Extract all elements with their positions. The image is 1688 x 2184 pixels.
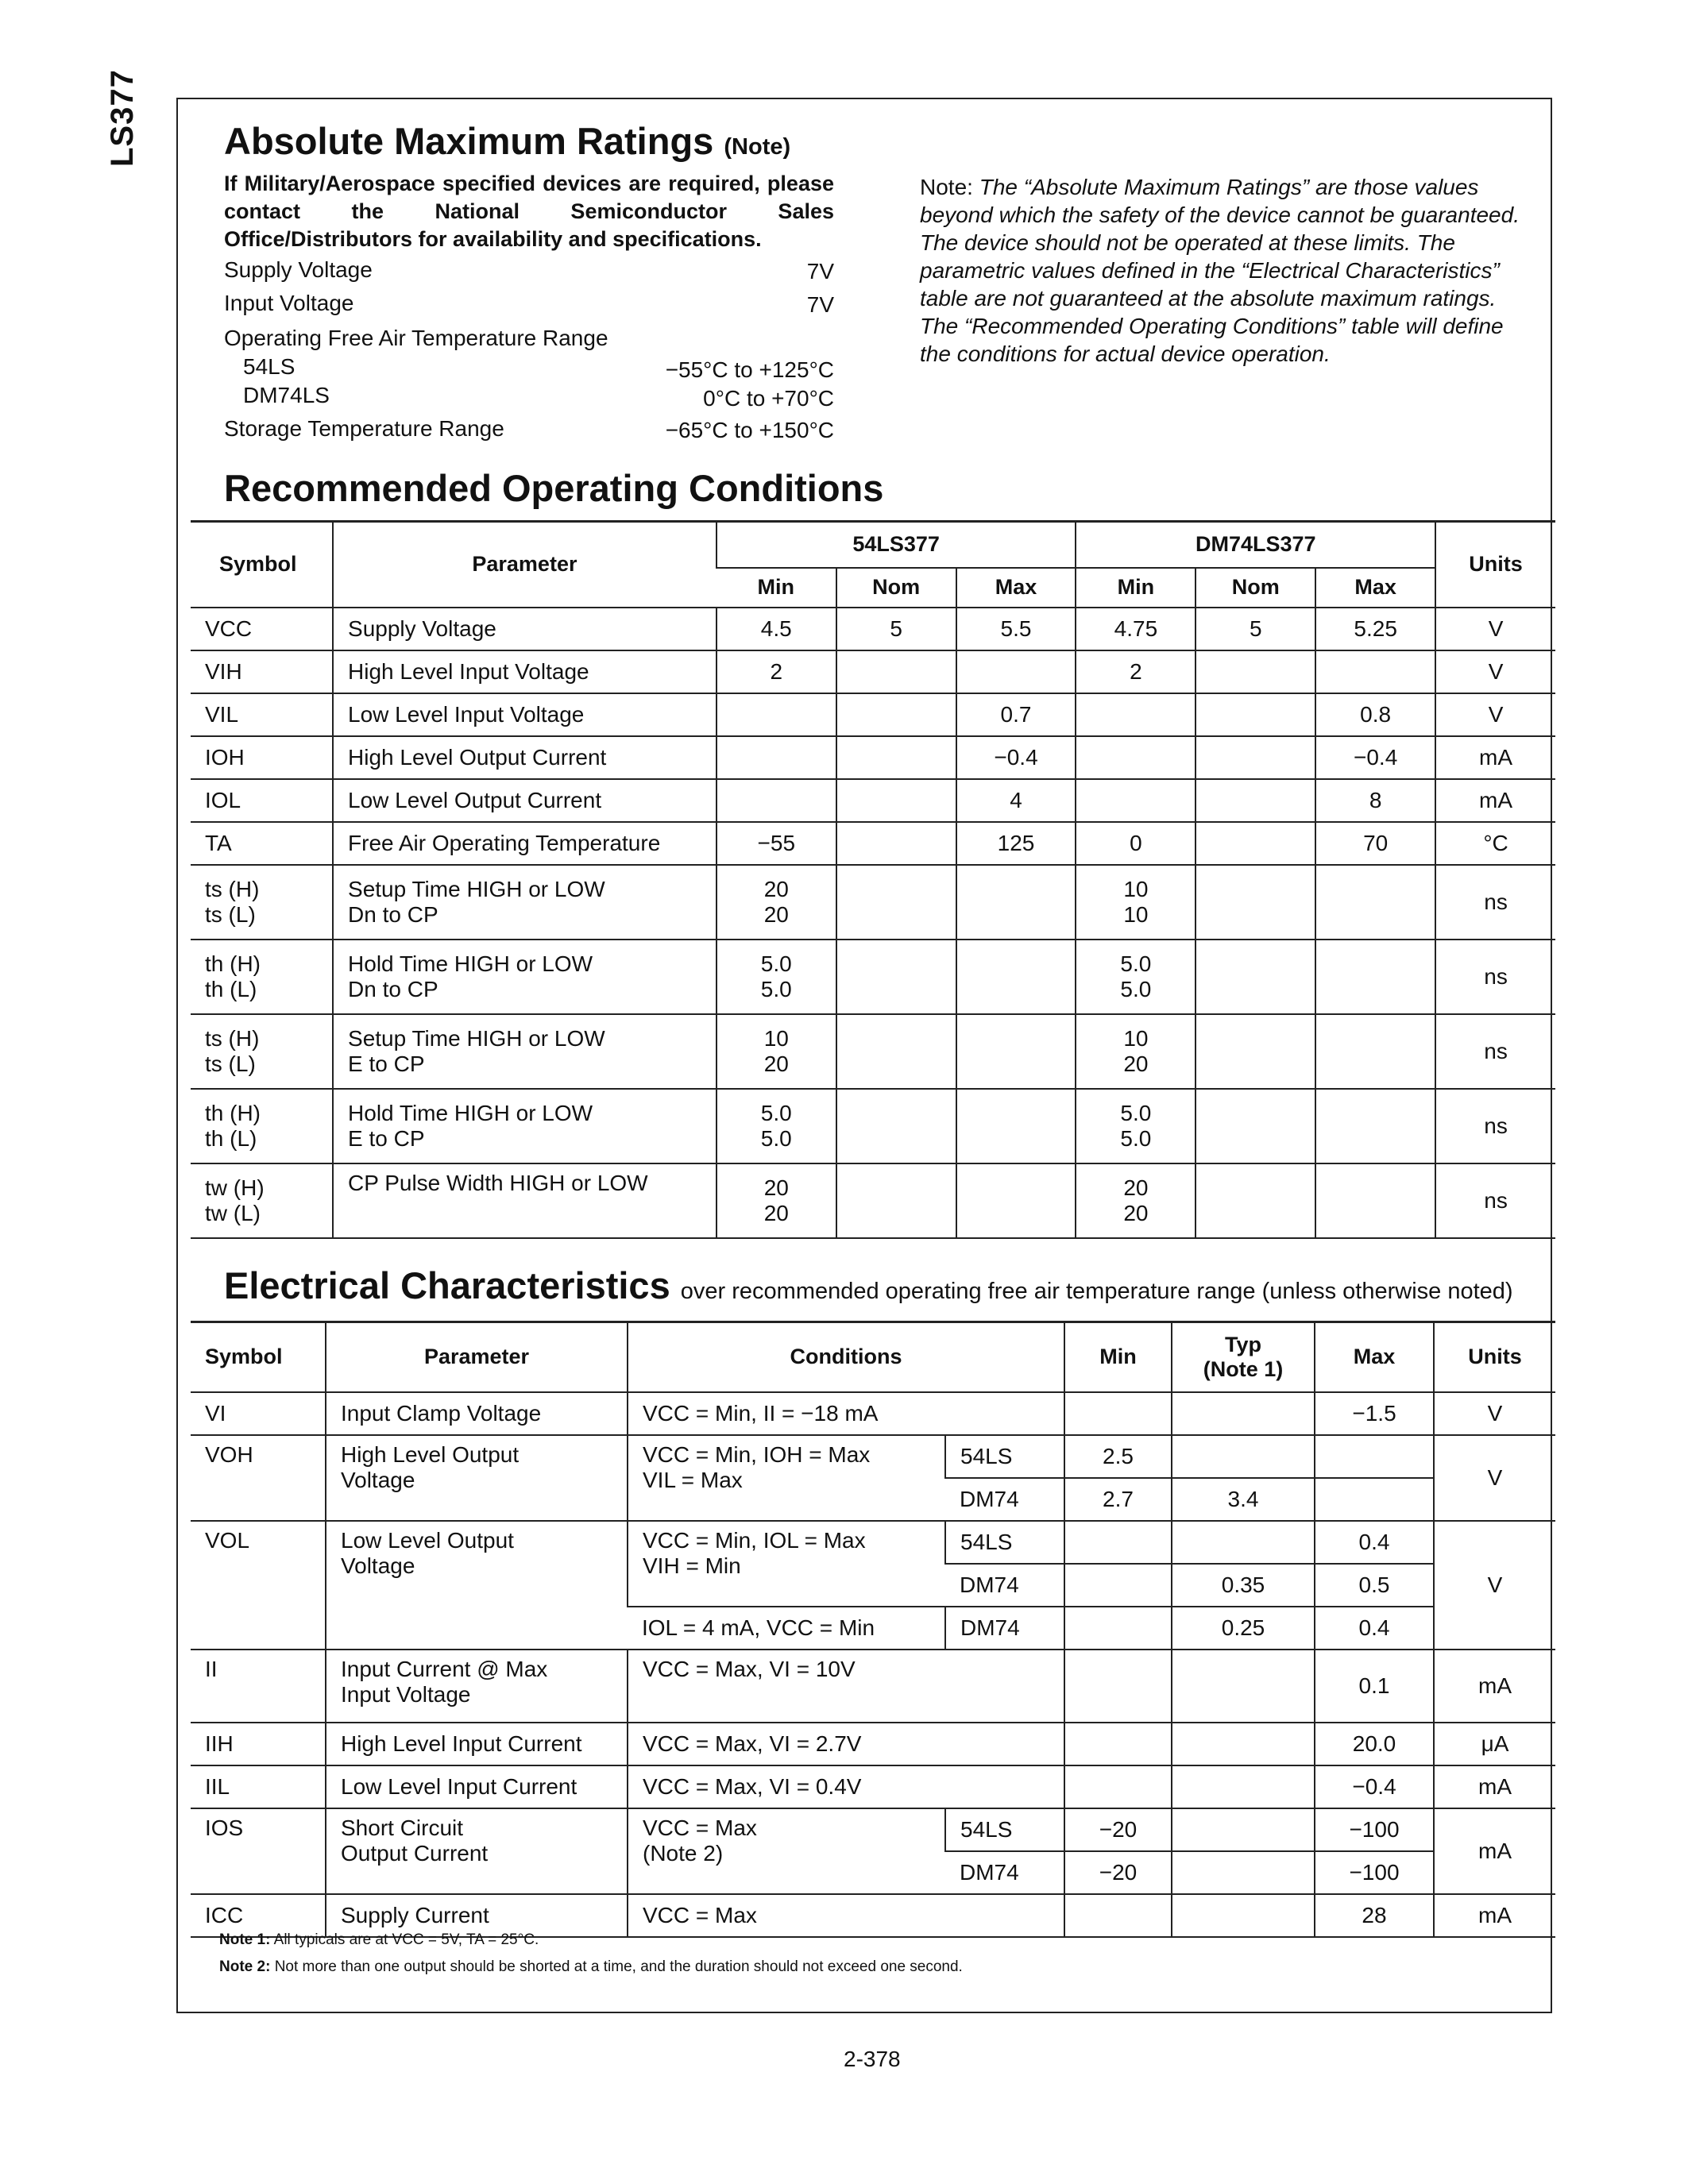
- roc-cell: 4.5: [717, 608, 836, 650]
- roc-cell: 5.0 5.0: [717, 940, 836, 1014]
- roc-cell: 10 20: [1076, 1014, 1196, 1089]
- table-row: [191, 1435, 1555, 1478]
- roc-cell: 5.5: [956, 608, 1076, 650]
- table-row: [191, 1808, 1555, 1851]
- roc-cell: [1196, 822, 1315, 865]
- ec-title: Electrical Characteristics over recommended operating free air temperature range (unless otherwise noted): [224, 1264, 1513, 1306]
- ec-table: [191, 1321, 1555, 1938]
- roc-symbol: ts (H) ts (L): [191, 1014, 333, 1089]
- op-temp-dm-label: DM74LS: [243, 383, 330, 407]
- roc-symbol: IOH: [191, 736, 333, 779]
- ec-header-typ: Typ (Note 1): [1172, 1322, 1315, 1392]
- ec-cell: 0.35: [1172, 1564, 1315, 1607]
- roc-header-nom: Nom: [836, 568, 956, 608]
- op-temp-dm-value: 0°C to +70°C: [703, 386, 834, 411]
- roc-cell: [836, 650, 956, 693]
- footnote-1: Note 1: All typicals are at VCC = 5V, TA = 25°C.: [219, 1931, 539, 1948]
- roc-cell: 2: [1076, 650, 1196, 693]
- roc-cell: 0.7: [956, 693, 1076, 736]
- roc-units: mA: [1435, 779, 1555, 822]
- side-part-label: LS377: [105, 69, 140, 167]
- roc-cell: 20 20: [1076, 1163, 1196, 1238]
- roc-cell: [836, 779, 956, 822]
- roc-cell: [1076, 693, 1196, 736]
- ec-parameter: High Level Output Voltage: [326, 1435, 628, 1521]
- roc-units: ns: [1435, 1163, 1555, 1238]
- roc-cell: [1196, 779, 1315, 822]
- roc-cell: 4: [956, 779, 1076, 822]
- ec-cell: 2.7: [1064, 1478, 1172, 1521]
- table-row: [191, 1650, 1555, 1723]
- ec-parameter: Short Circuit Output Current: [326, 1808, 628, 1894]
- roc-symbol: IOL: [191, 779, 333, 822]
- ec-condition: IOL = 4 mA, VCC = Min: [628, 1607, 945, 1650]
- roc-units: V: [1435, 693, 1555, 736]
- ec-device: DM74: [945, 1851, 1064, 1894]
- roc-cell: 5.0 5.0: [717, 1089, 836, 1163]
- roc-symbol: tw (H) tw (L): [191, 1163, 333, 1238]
- ec-cell: 0.4: [1315, 1521, 1434, 1564]
- ec-header-min: Min: [1064, 1322, 1172, 1392]
- roc-symbol: VIL: [191, 693, 333, 736]
- table-row: [191, 1521, 1555, 1564]
- roc-cell: [836, 736, 956, 779]
- ec-cell: 0.4: [1315, 1607, 1434, 1650]
- roc-header-dm74ls377: DM74LS377: [1076, 522, 1435, 568]
- roc-header-units: Units: [1435, 522, 1555, 608]
- roc-header-nom: Nom: [1196, 568, 1315, 608]
- roc-cell: [717, 779, 836, 822]
- ec-cell: −20: [1064, 1851, 1172, 1894]
- roc-header-parameter: Parameter: [333, 522, 717, 608]
- ec-device: 54LS: [945, 1521, 1064, 1564]
- ec-symbol: IIH: [191, 1723, 326, 1765]
- ec-header-parameter: Parameter: [326, 1322, 628, 1392]
- roc-cell: [1076, 779, 1196, 822]
- ec-cell: 0.25: [1172, 1607, 1315, 1650]
- ec-condition: VCC = Max, VI = 2.7V: [628, 1723, 1064, 1765]
- table-row: [191, 1723, 1555, 1765]
- roc-cell: 10 10: [1076, 865, 1196, 940]
- roc-cell: [836, 693, 956, 736]
- ec-symbol: IIL: [191, 1765, 326, 1808]
- ec-symbol: II: [191, 1650, 326, 1723]
- input-voltage-value: 7V: [806, 292, 834, 317]
- ec-units: mA: [1434, 1765, 1555, 1808]
- roc-symbol: ts (H) ts (L): [191, 865, 333, 940]
- roc-header-max: Max: [956, 568, 1076, 608]
- roc-cell: [717, 736, 836, 779]
- roc-parameter: Hold Time HIGH or LOW E to CP: [333, 1089, 717, 1163]
- roc-cell: 10 20: [717, 1014, 836, 1089]
- table-row: [191, 693, 1555, 736]
- table-row: [191, 865, 1555, 940]
- footnote-2: Note 2: Not more than one output should be shorted at a time, and the duration should not exceed one second.: [219, 1958, 963, 1975]
- roc-cell: 5: [1196, 608, 1315, 650]
- roc-cell: 5.0 5.0: [1076, 940, 1196, 1014]
- roc-parameter: High Level Output Current: [333, 736, 717, 779]
- ec-cell: 28: [1315, 1894, 1434, 1937]
- roc-cell: −0.4: [1315, 736, 1435, 779]
- table-row: [191, 1392, 1555, 1435]
- roc-cell: [1196, 693, 1315, 736]
- roc-parameter: Low Level Output Current: [333, 779, 717, 822]
- roc-parameter: Free Air Operating Temperature: [333, 822, 717, 865]
- roc-header-min: Min: [717, 568, 836, 608]
- ec-units: mA: [1434, 1650, 1555, 1723]
- ec-header-conditions: Conditions: [628, 1322, 1064, 1392]
- table-row: [191, 940, 1555, 1014]
- roc-symbol: VCC: [191, 608, 333, 650]
- ec-condition: VCC = Max (Note 2): [628, 1808, 945, 1894]
- roc-units: V: [1435, 608, 1555, 650]
- ec-parameter: Low Level Input Current: [326, 1765, 628, 1808]
- roc-table: [191, 520, 1555, 1239]
- supply-voltage-label: Supply Voltage: [224, 257, 373, 282]
- table-row: [191, 1089, 1555, 1163]
- ec-symbol: ICC: [191, 1894, 326, 1937]
- roc-header-min: Min: [1076, 568, 1196, 608]
- roc-header-max: Max: [1315, 568, 1435, 608]
- roc-cell: 8: [1315, 779, 1435, 822]
- roc-title: Recommended Operating Conditions: [224, 467, 884, 509]
- roc-parameter: Setup Time HIGH or LOW Dn to CP: [333, 865, 717, 940]
- roc-parameter: Hold Time HIGH or LOW Dn to CP: [333, 940, 717, 1014]
- ec-condition: VCC = Min, II = −18 mA: [628, 1392, 1064, 1435]
- roc-units: V: [1435, 650, 1555, 693]
- ec-parameter: Low Level Output Voltage: [326, 1521, 628, 1650]
- roc-cell: 0: [1076, 822, 1196, 865]
- ec-parameter: Input Clamp Voltage: [326, 1392, 628, 1435]
- roc-symbol: TA: [191, 822, 333, 865]
- roc-cell: 0.8: [1315, 693, 1435, 736]
- abs-max-title: Absolute Maximum Ratings (Note): [224, 120, 791, 162]
- roc-cell: −55: [717, 822, 836, 865]
- ec-symbol: VI: [191, 1392, 326, 1435]
- roc-cell: 4.75: [1076, 608, 1196, 650]
- ec-cell: −0.4: [1315, 1765, 1434, 1808]
- roc-parameter: High Level Input Voltage: [333, 650, 717, 693]
- ec-condition: VCC = Max, VI = 10V: [628, 1650, 1064, 1723]
- abs-max-note: Note: The “Absolute Maximum Ratings” are those values beyond which the safety of the device cannot be guaranteed. The device should not be operated at these limits. The parametric values defined in the “Electrical Characteristics” table are not guaranteed at the absolute maximum ratings. The “Recommended Operating Conditions” table will define the conditions for actual device operation.: [920, 175, 1520, 366]
- table-row: [191, 822, 1555, 865]
- ec-symbol: VOL: [191, 1521, 326, 1650]
- roc-cell: [1196, 650, 1315, 693]
- roc-cell: −0.4: [956, 736, 1076, 779]
- op-temp-54-value: −55°C to +125°C: [665, 357, 834, 382]
- ec-units: μA: [1434, 1723, 1555, 1765]
- table-row: [191, 608, 1555, 650]
- table-row: [191, 736, 1555, 779]
- ec-device: DM74: [945, 1607, 1064, 1650]
- ec-units: V: [1434, 1392, 1555, 1435]
- roc-units: °C: [1435, 822, 1555, 865]
- ec-cell: −20: [1064, 1808, 1172, 1851]
- ec-units: mA: [1434, 1894, 1555, 1937]
- ec-symbol: IOS: [191, 1808, 326, 1894]
- storage-temp-label: Storage Temperature Range: [224, 416, 504, 441]
- roc-parameter: Supply Voltage: [333, 608, 717, 650]
- roc-symbol: th (H) th (L): [191, 940, 333, 1014]
- roc-parameter: CP Pulse Width HIGH or LOW: [333, 1163, 717, 1238]
- roc-cell: 70: [1315, 822, 1435, 865]
- roc-cell: [956, 650, 1076, 693]
- op-temp-label: Operating Free Air Temperature Range: [224, 326, 608, 350]
- table-row: [191, 779, 1555, 822]
- roc-units: mA: [1435, 736, 1555, 779]
- ec-units: mA: [1434, 1808, 1555, 1894]
- ec-units: V: [1434, 1435, 1555, 1521]
- roc-header-54ls377: 54LS377: [717, 522, 1076, 568]
- ec-cell: −1.5: [1315, 1392, 1434, 1435]
- ec-condition: VCC = Max: [628, 1894, 1064, 1937]
- roc-units: ns: [1435, 1014, 1555, 1089]
- ec-condition: VCC = Min, IOH = Max VIL = Max: [628, 1435, 945, 1521]
- ec-device: DM74: [945, 1478, 1064, 1521]
- roc-symbol: th (H) th (L): [191, 1089, 333, 1163]
- storage-temp-value: −65°C to +150°C: [665, 418, 834, 442]
- roc-parameter: Low Level Input Voltage: [333, 693, 717, 736]
- military-notice: If Military/Aerospace specified devices are required, please contact the National Semiconductor Sales Office/Distributors for availability and specifications.: [224, 172, 834, 251]
- roc-cell: 5: [836, 608, 956, 650]
- roc-cell: [836, 822, 956, 865]
- input-voltage-label: Input Voltage: [224, 291, 354, 315]
- ec-header-symbol: Symbol: [191, 1322, 326, 1392]
- ec-condition: VCC = Max, VI = 0.4V: [628, 1765, 1064, 1808]
- ec-header-units: Units: [1434, 1322, 1555, 1392]
- roc-cell: 20 20: [717, 865, 836, 940]
- ec-header-max: Max: [1315, 1322, 1434, 1392]
- roc-cell: 125: [956, 822, 1076, 865]
- ec-parameter: High Level Input Current: [326, 1723, 628, 1765]
- ec-cell: −100: [1315, 1851, 1434, 1894]
- ec-device: 54LS: [945, 1435, 1064, 1478]
- ec-cell: 3.4: [1172, 1478, 1315, 1521]
- roc-cell: 20 20: [717, 1163, 836, 1238]
- table-row: [191, 1765, 1555, 1808]
- ec-cell: −100: [1315, 1808, 1434, 1851]
- supply-voltage-value: 7V: [806, 259, 834, 284]
- page-number: 2-378: [844, 2047, 901, 2071]
- op-temp-54-label: 54LS: [243, 354, 295, 379]
- ec-device: DM74: [945, 1564, 1064, 1607]
- roc-cell: 5.0 5.0: [1076, 1089, 1196, 1163]
- roc-cell: 5.25: [1315, 608, 1435, 650]
- ec-device: 54LS: [945, 1808, 1064, 1851]
- table-row: [191, 1163, 1555, 1238]
- ec-cell: 0.1: [1315, 1650, 1434, 1723]
- table-row: [191, 1014, 1555, 1089]
- roc-units: ns: [1435, 1089, 1555, 1163]
- ec-cell: 20.0: [1315, 1723, 1434, 1765]
- ec-symbol: VOH: [191, 1435, 326, 1521]
- ec-units: V: [1434, 1521, 1555, 1650]
- roc-cell: [1196, 736, 1315, 779]
- roc-cell: 2: [717, 650, 836, 693]
- ec-cell: 0.5: [1315, 1564, 1434, 1607]
- roc-cell: [1076, 736, 1196, 779]
- roc-symbol: VIH: [191, 650, 333, 693]
- roc-units: ns: [1435, 865, 1555, 940]
- roc-units: ns: [1435, 940, 1555, 1014]
- ec-condition: VCC = Min, IOL = Max VIH = Min: [628, 1521, 945, 1607]
- ec-parameter: Input Current @ Max Input Voltage: [326, 1650, 628, 1723]
- ec-cell: 2.5: [1064, 1435, 1172, 1478]
- roc-header-symbol: Symbol: [191, 522, 333, 608]
- roc-cell: [717, 693, 836, 736]
- table-row: [191, 650, 1555, 693]
- table-row: [191, 1894, 1555, 1937]
- roc-parameter: Setup Time HIGH or LOW E to CP: [333, 1014, 717, 1089]
- roc-cell: [1315, 650, 1435, 693]
- ec-parameter: Supply Current: [326, 1894, 628, 1937]
